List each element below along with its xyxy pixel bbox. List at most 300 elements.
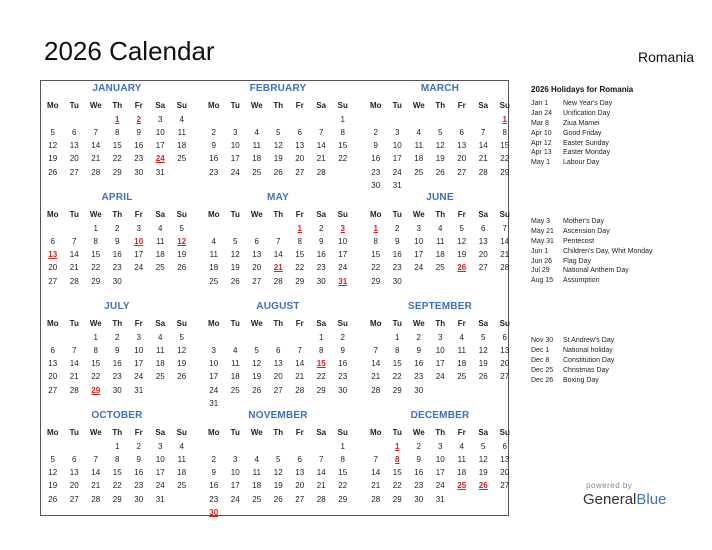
day-cell: 3 — [233, 455, 238, 465]
holidays-heading: 2026 Holidays for Romania — [531, 85, 634, 94]
day-cell: 13 — [48, 359, 58, 369]
day-cell: 2 — [211, 455, 216, 465]
holiday-name: Easter Monday — [563, 149, 611, 157]
weekday-header: Tu — [392, 101, 402, 110]
day-cell: 11 — [209, 250, 218, 260]
day-cell: 25 — [252, 167, 262, 177]
day-cell: 12 — [273, 468, 283, 478]
weekday-header: Tu — [392, 428, 402, 437]
day-cell: 16 — [414, 468, 424, 478]
day-cell: 8 — [115, 455, 120, 465]
month-name: SEPTEMBER — [407, 301, 473, 312]
day-cell: 14 — [371, 468, 381, 478]
weekday-header: We — [89, 428, 102, 437]
holiday-day-cell: 1 — [502, 115, 507, 125]
month-name: FEBRUARY — [249, 83, 307, 94]
day-cell: 27 — [500, 481, 510, 491]
day-cell: 12 — [48, 468, 58, 478]
holiday-date: Jan 1 — [531, 100, 549, 107]
day-cell: 28 — [371, 494, 381, 504]
month-name: APRIL — [101, 192, 133, 203]
weekday-header: Su — [337, 210, 348, 219]
day-cell: 27 — [295, 494, 305, 504]
day-cell: 4 — [254, 128, 259, 138]
day-cell: 24 — [414, 263, 424, 273]
day-cell: 23 — [414, 372, 424, 382]
day-cell: 1 — [115, 442, 120, 452]
day-cell: 4 — [459, 442, 464, 452]
day-cell: 6 — [297, 455, 302, 465]
weekday-header: We — [412, 428, 425, 437]
holiday-date: May 3 — [531, 218, 551, 225]
day-cell: 1 — [319, 333, 324, 343]
holiday-name: Christmas Day — [563, 366, 609, 374]
day-cell: 30 — [414, 494, 424, 504]
day-cell: 22 — [392, 481, 402, 491]
day-cell: 23 — [112, 263, 122, 273]
weekday-header: Sa — [478, 428, 489, 437]
weekday-header: Sa — [155, 101, 166, 110]
day-cell: 1 — [93, 333, 98, 343]
day-cell: 29 — [371, 276, 381, 286]
day-cell: 22 — [112, 154, 122, 164]
day-cell: 14 — [91, 468, 101, 478]
weekday-header: Su — [176, 101, 187, 110]
day-cell: 26 — [252, 385, 262, 395]
day-cell: 26 — [230, 276, 240, 286]
weekday-header: Sa — [316, 428, 327, 437]
day-cell: 28 — [478, 167, 488, 177]
day-cell: 19 — [478, 359, 488, 369]
day-cell: 16 — [112, 250, 122, 260]
weekday-header: Th — [435, 319, 446, 328]
day-cell: 20 — [295, 481, 305, 491]
day-cell: 5 — [179, 333, 184, 343]
holiday-date: Nov 30 — [531, 337, 554, 344]
day-cell: 12 — [478, 455, 488, 465]
day-cell: 24 — [435, 372, 445, 382]
holiday-date: Mar 8 — [531, 119, 549, 127]
day-cell: 15 — [338, 468, 348, 478]
day-cell: 11 — [156, 237, 165, 247]
day-cell: 4 — [459, 333, 464, 343]
day-cell: 3 — [211, 346, 216, 356]
holiday-date: Jul 29 — [531, 267, 550, 275]
day-cell: 22 — [91, 372, 101, 382]
weekday-header: Sa — [155, 319, 166, 328]
day-cell: 11 — [414, 141, 423, 151]
day-cell: 9 — [340, 346, 345, 356]
day-cell: 9 — [395, 237, 400, 247]
day-cell: 19 — [252, 372, 262, 382]
day-cell: 12 — [230, 250, 240, 260]
day-cell: 25 — [230, 385, 240, 395]
day-cell: 11 — [457, 346, 466, 356]
day-cell: 21 — [371, 372, 381, 382]
day-cell: 5 — [254, 346, 259, 356]
day-cell: 13 — [69, 468, 79, 478]
day-cell: 6 — [50, 346, 55, 356]
generalblue-logo — [583, 491, 666, 508]
day-cell: 31 — [392, 180, 402, 190]
holiday-date: Dec 1 — [531, 346, 550, 354]
day-cell: 3 — [395, 128, 400, 138]
day-cell: 21 — [316, 154, 326, 164]
day-cell: 25 — [252, 494, 262, 504]
day-cell: 20 — [273, 372, 283, 382]
day-cell: 7 — [72, 346, 77, 356]
weekday-header: Su — [176, 210, 187, 219]
day-cell: 30 — [134, 167, 144, 177]
day-cell: 17 — [134, 250, 144, 260]
day-cell: 19 — [435, 154, 445, 164]
weekday-header: Th — [112, 319, 123, 328]
weekday-header: Sa — [316, 210, 327, 219]
month-name: NOVEMBER — [248, 410, 308, 421]
day-cell: 6 — [297, 128, 302, 138]
weekday-header: Tu — [392, 210, 402, 219]
holiday-name: Assumption — [563, 277, 600, 285]
day-cell: 6 — [72, 128, 77, 138]
weekday-header: We — [89, 210, 102, 219]
day-cell: 20 — [295, 154, 305, 164]
month-name: OCTOBER — [91, 410, 143, 421]
weekday-header: We — [412, 210, 425, 219]
day-cell: 8 — [115, 128, 120, 138]
day-cell: 19 — [230, 263, 240, 273]
holiday-day-cell: 3 — [340, 224, 345, 234]
weekday-header: Tu — [69, 101, 79, 110]
weekday-header: Su — [499, 319, 510, 328]
day-cell: 7 — [319, 128, 324, 138]
weekday-header: Su — [337, 101, 348, 110]
weekday-header: Tu — [230, 210, 240, 219]
day-cell: 13 — [69, 141, 79, 151]
day-cell: 10 — [155, 455, 165, 465]
day-cell: 5 — [438, 128, 443, 138]
holiday-name: Children's Day, Whit Monday — [563, 247, 653, 255]
day-cell: 23 — [414, 481, 424, 491]
holiday-day-cell: 25 — [457, 481, 467, 491]
powered-by-text: powered by — [586, 481, 633, 490]
day-cell: 24 — [230, 494, 240, 504]
weekday-header: Tu — [69, 428, 79, 437]
day-cell: 14 — [69, 359, 79, 369]
day-cell: 24 — [134, 372, 144, 382]
day-cell: 12 — [457, 237, 467, 247]
day-cell: 6 — [254, 237, 259, 247]
day-cell: 16 — [414, 359, 424, 369]
day-cell: 11 — [252, 468, 261, 478]
day-cell: 19 — [48, 154, 58, 164]
day-cell: 4 — [158, 224, 163, 234]
brand-blue: Blue — [636, 491, 667, 508]
day-cell: 28 — [91, 494, 101, 504]
day-cell: 4 — [179, 115, 184, 125]
day-cell: 2 — [340, 333, 345, 343]
day-cell: 26 — [273, 494, 283, 504]
day-cell: 8 — [93, 346, 98, 356]
day-cell: 14 — [91, 141, 101, 151]
day-cell: 24 — [134, 263, 144, 273]
day-cell: 8 — [395, 346, 400, 356]
day-cell: 14 — [478, 141, 488, 151]
day-cell: 21 — [91, 154, 101, 164]
day-cell: 5 — [50, 455, 55, 465]
weekday-header: Su — [176, 428, 187, 437]
day-cell: 16 — [371, 154, 381, 164]
day-cell: 10 — [435, 455, 445, 465]
day-cell: 18 — [155, 250, 165, 260]
day-cell: 11 — [177, 128, 186, 138]
day-cell: 22 — [316, 372, 326, 382]
holiday-name: Boxing Day — [563, 376, 599, 384]
day-cell: 10 — [209, 359, 219, 369]
weekday-header: Fr — [134, 428, 143, 437]
day-cell: 23 — [209, 167, 219, 177]
holiday-day-cell: 13 — [48, 250, 58, 260]
page-title: 2026 Calendar — [44, 36, 215, 66]
day-cell: 2 — [416, 442, 421, 452]
holiday-day-cell: 15 — [316, 359, 326, 369]
day-cell: 10 — [230, 141, 240, 151]
holiday-day-cell: 12 — [177, 237, 187, 247]
day-cell: 14 — [69, 250, 79, 260]
holiday-name: St Andrew's Day — [563, 337, 615, 344]
day-cell: 9 — [373, 141, 378, 151]
day-cell: 10 — [155, 128, 165, 138]
weekday-header: Su — [499, 428, 510, 437]
month-name: MARCH — [420, 83, 460, 94]
holiday-day-cell: 24 — [155, 154, 165, 164]
day-cell: 5 — [481, 442, 486, 452]
holiday-date: Dec 26 — [531, 376, 554, 384]
day-cell: 10 — [134, 346, 144, 356]
weekday-header: Th — [112, 210, 123, 219]
weekday-header: Fr — [457, 428, 466, 437]
day-cell: 31 — [209, 398, 219, 408]
day-cell: 25 — [177, 481, 187, 491]
holiday-name: Pentecost — [563, 237, 595, 245]
day-cell: 4 — [158, 333, 163, 343]
holiday-day-cell: 30 — [209, 507, 219, 517]
holiday-date: Jun 26 — [531, 257, 553, 265]
day-cell: 27 — [457, 167, 467, 177]
day-cell: 10 — [435, 346, 445, 356]
day-cell: 25 — [177, 154, 187, 164]
day-cell: 25 — [435, 263, 445, 273]
weekday-header: Tu — [69, 210, 79, 219]
month-name: JUNE — [426, 192, 454, 203]
weekday-header: Su — [337, 319, 348, 328]
day-cell: 24 — [338, 263, 348, 273]
day-cell: 7 — [373, 455, 378, 465]
day-cell: 13 — [252, 250, 262, 260]
holiday-date: May 31 — [531, 237, 554, 245]
country-label: Romania — [637, 49, 694, 65]
day-cell: 5 — [50, 128, 55, 138]
day-cell: 7 — [276, 237, 281, 247]
weekday-header: We — [250, 210, 263, 219]
day-cell: 26 — [435, 167, 445, 177]
day-cell: 3 — [158, 442, 163, 452]
day-cell: 28 — [500, 263, 510, 273]
day-cell: 14 — [273, 250, 283, 260]
day-cell: 21 — [69, 263, 79, 273]
day-cell: 23 — [134, 481, 144, 491]
day-cell: 9 — [416, 455, 421, 465]
weekday-header: Sa — [478, 101, 489, 110]
weekday-header: Mo — [369, 101, 382, 110]
day-cell: 17 — [338, 250, 348, 260]
weekday-header: Fr — [134, 101, 143, 110]
day-cell: 26 — [177, 263, 187, 273]
day-cell: 26 — [273, 167, 283, 177]
day-cell: 31 — [134, 385, 144, 395]
weekday-header: Fr — [295, 101, 304, 110]
day-cell: 15 — [392, 468, 402, 478]
day-cell: 22 — [112, 481, 122, 491]
day-cell: 15 — [392, 359, 402, 369]
holiday-name: National holiday — [563, 346, 613, 354]
day-cell: 14 — [316, 141, 326, 151]
day-cell: 29 — [392, 494, 402, 504]
day-cell: 9 — [115, 237, 120, 247]
holiday-name: Ziua Mamei — [563, 119, 600, 127]
day-cell: 2 — [115, 333, 120, 343]
day-cell: 23 — [371, 167, 381, 177]
day-cell: 10 — [414, 237, 424, 247]
day-cell: 21 — [478, 154, 488, 164]
day-cell: 1 — [340, 115, 345, 125]
day-cell: 14 — [316, 468, 326, 478]
day-cell: 18 — [435, 250, 445, 260]
day-cell: 6 — [50, 237, 55, 247]
day-cell: 24 — [435, 481, 445, 491]
weekday-header: We — [250, 319, 263, 328]
day-cell: 9 — [115, 346, 120, 356]
day-cell: 7 — [72, 237, 77, 247]
day-cell: 12 — [435, 141, 445, 151]
weekday-header: Mo — [46, 428, 59, 437]
day-cell: 19 — [457, 250, 467, 260]
day-cell: 21 — [91, 481, 101, 491]
day-cell: 2 — [416, 333, 421, 343]
day-cell: 4 — [211, 237, 216, 247]
weekday-header: We — [89, 101, 102, 110]
holiday-day-cell: 29 — [91, 385, 101, 395]
day-cell: 28 — [295, 385, 305, 395]
day-cell: 27 — [48, 276, 58, 286]
day-cell: 31 — [435, 494, 445, 504]
day-cell: 30 — [316, 276, 326, 286]
day-cell: 5 — [276, 128, 281, 138]
day-cell: 22 — [295, 263, 305, 273]
day-cell: 2 — [115, 224, 120, 234]
holiday-date: May 21 — [531, 227, 554, 235]
weekday-header: Mo — [369, 210, 382, 219]
holiday-name: Good Friday — [563, 129, 602, 137]
day-cell: 13 — [295, 468, 305, 478]
day-cell: 1 — [340, 442, 345, 452]
weekday-header: Th — [435, 101, 446, 110]
day-cell: 18 — [414, 154, 424, 164]
day-cell: 2 — [395, 224, 400, 234]
day-cell: 17 — [435, 359, 445, 369]
day-cell: 15 — [500, 141, 510, 151]
day-cell: 16 — [338, 359, 348, 369]
holiday-name: National Anthem Day — [563, 267, 629, 275]
day-cell: 30 — [112, 276, 122, 286]
weekday-header: Fr — [295, 428, 304, 437]
weekday-header: Tu — [230, 101, 240, 110]
day-cell: 15 — [338, 141, 348, 151]
day-cell: 11 — [457, 455, 466, 465]
day-cell: 27 — [273, 385, 283, 395]
day-cell: 30 — [414, 385, 424, 395]
day-cell: 8 — [502, 128, 507, 138]
holiday-date: Apr 12 — [531, 139, 552, 147]
day-cell: 20 — [500, 468, 510, 478]
day-cell: 23 — [392, 263, 402, 273]
day-cell: 26 — [177, 372, 187, 382]
day-cell: 28 — [371, 385, 381, 395]
weekday-header: Th — [435, 428, 446, 437]
day-cell: 22 — [91, 263, 101, 273]
day-cell: 20 — [69, 154, 79, 164]
day-cell: 27 — [478, 263, 488, 273]
day-cell: 20 — [457, 154, 467, 164]
weekday-header: Su — [337, 428, 348, 437]
day-cell: 11 — [231, 359, 240, 369]
holiday-date: Apr 10 — [531, 129, 552, 137]
day-cell: 17 — [392, 154, 402, 164]
day-cell: 4 — [438, 224, 443, 234]
holiday-name: Ascension Day — [563, 227, 610, 235]
day-cell: 30 — [392, 276, 402, 286]
weekday-header: Tu — [230, 428, 240, 437]
weekday-header: Sa — [155, 210, 166, 219]
day-cell: 13 — [478, 237, 488, 247]
day-cell: 13 — [295, 141, 305, 151]
day-cell: 16 — [392, 250, 402, 260]
day-cell: 28 — [69, 276, 79, 286]
day-cell: 13 — [457, 141, 467, 151]
weekday-header: Sa — [478, 319, 489, 328]
day-cell: 6 — [459, 128, 464, 138]
day-cell: 18 — [230, 372, 240, 382]
day-cell: 26 — [48, 167, 58, 177]
day-cell: 31 — [155, 167, 165, 177]
day-cell: 6 — [502, 442, 507, 452]
day-cell: 7 — [373, 346, 378, 356]
day-cell: 31 — [155, 494, 165, 504]
weekday-header: Mo — [46, 101, 59, 110]
day-cell: 6 — [276, 346, 281, 356]
day-cell: 21 — [316, 481, 326, 491]
day-cell: 18 — [209, 263, 219, 273]
day-cell: 28 — [91, 167, 101, 177]
holiday-day-cell: 1 — [373, 224, 378, 234]
day-cell: 30 — [371, 180, 381, 190]
day-cell: 4 — [233, 346, 238, 356]
day-cell: 19 — [273, 154, 283, 164]
day-cell: 25 — [209, 276, 219, 286]
day-cell: 9 — [136, 455, 141, 465]
day-cell: 15 — [91, 359, 101, 369]
day-cell: 29 — [392, 385, 402, 395]
day-cell: 19 — [177, 359, 187, 369]
